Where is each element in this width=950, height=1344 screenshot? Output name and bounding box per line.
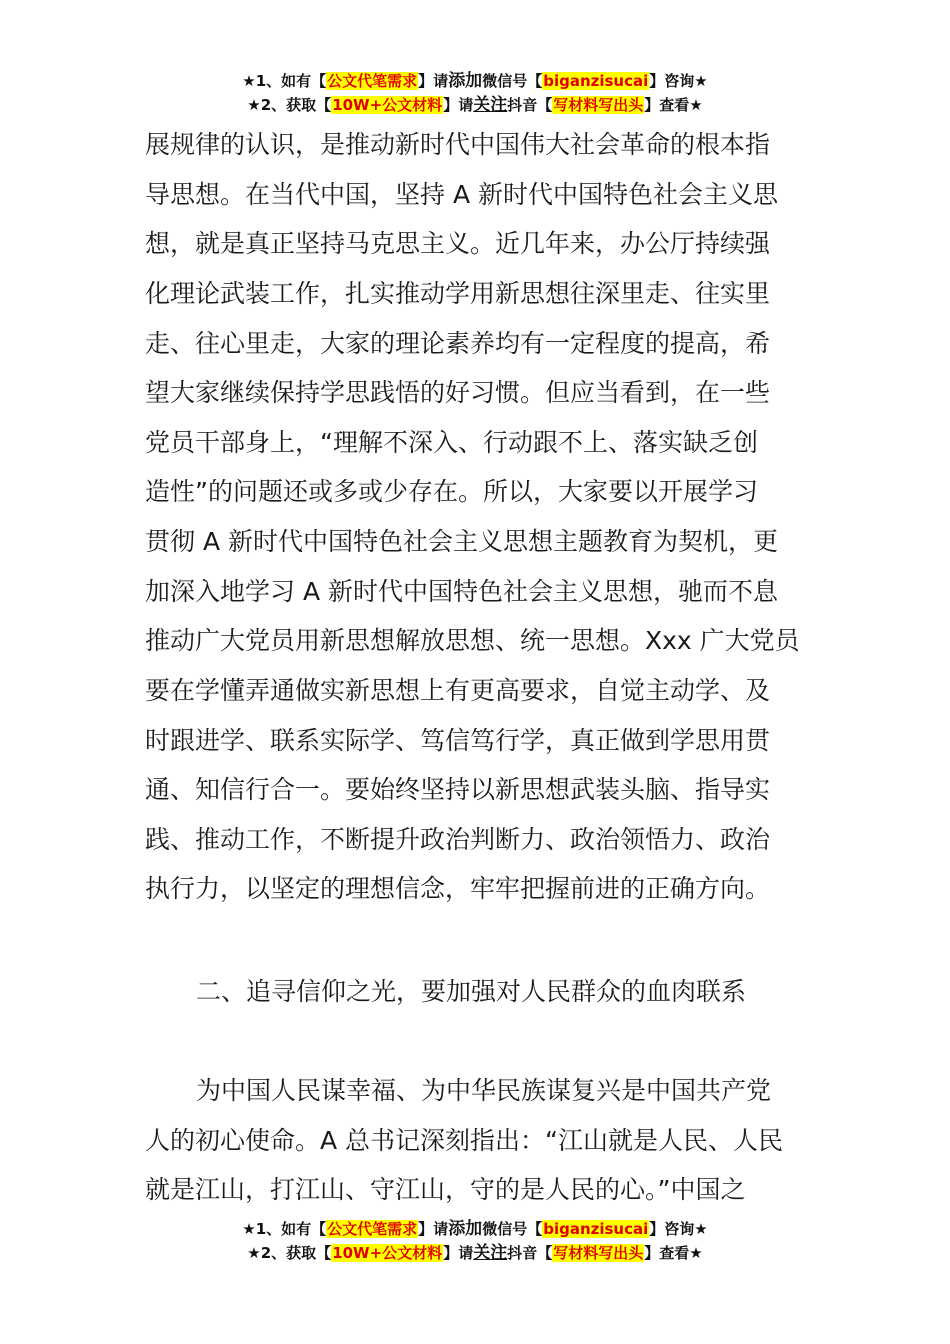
promo-highlight-service: 公文代笔需求 xyxy=(327,72,418,90)
body-line: 展规律的认识，是推动新时代中国伟大社会革命的根本指 xyxy=(145,130,771,159)
body-line: 党员干部身上，“理解不深入、行动跟不上、落实缺乏创 xyxy=(145,428,758,457)
body-line: 人的初心使命。A 总书记深刻指出：“江山就是人民、人民 xyxy=(145,1126,784,1155)
body-line: 为中国人民谋幸福、为中华民族谋复兴是中国共产党 xyxy=(196,1076,772,1105)
promo-banner-bottom xyxy=(0,1218,950,1266)
section-heading: 二、追寻信仰之光，要加强对人民群众的血肉联系 xyxy=(196,977,747,1006)
promo-wechat-id: biganzisucai xyxy=(543,1220,649,1238)
promo-line-1: ★1、如有【公文代笔需求】请添加微信号【biganzisucai】咨询★ xyxy=(242,71,708,91)
body-line: 贯彻 A 新时代中国特色社会主义思想主题教育为契机，更 xyxy=(145,527,778,556)
promo-wechat-id: biganzisucai xyxy=(543,72,649,90)
promo-douyin-id: 写材料写出头 xyxy=(553,1244,644,1262)
promo-highlight-service: 公文代笔需求 xyxy=(327,1220,418,1238)
body-line: 化理论武装工作，扎实推动学用新思想往深里走、往实里 xyxy=(145,279,771,308)
body-line: 执行力，以坚定的理想信念，牢牢把握前进的正确方向。 xyxy=(145,874,771,903)
body-line: 推动广大党员用新思想解放思想、统一思想。Xxx 广大党员 xyxy=(145,626,800,655)
promo-line-2: ★2、获取【10W+公文材料】请关注抖音【写材料写出头】查看★ xyxy=(247,1243,703,1263)
body-line: 导思想。在当代中国，坚持 A 新时代中国特色社会主义思 xyxy=(145,180,778,209)
body-line: 通、知信行合一。要始终坚持以新思想武装头脑、指导实 xyxy=(145,775,771,804)
body-line: 要在学懂弄通做实新思想上有更高要求，自觉主动学、及 xyxy=(145,676,771,705)
promo-line-2: ★2、获取【10W+公文材料】请关注抖音【写材料写出头】查看★ xyxy=(247,95,703,115)
body-line: 望大家继续保持学思践悟的好习惯。但应当看到，在一些 xyxy=(145,378,771,407)
promo-highlight-materials: 10W+公文材料 xyxy=(332,1244,443,1262)
body-line: 加深入地学习 A 新时代中国特色社会主义思想，驰而不息 xyxy=(145,577,778,606)
body-line: 走、往心里走，大家的理论素养均有一定程度的提高，希 xyxy=(145,329,771,358)
body-line: 时跟进学、联系实际学、笃信笃行学，真正做到学思用贯 xyxy=(145,726,771,755)
promo-highlight-materials: 10W+公文材料 xyxy=(332,96,443,114)
promo-douyin-id: 写材料写出头 xyxy=(553,96,644,114)
body-line: 就是江山，打江山、守江山，守的是人民的心。”中国之 xyxy=(145,1175,746,1204)
promo-line-1: ★1、如有【公文代笔需求】请添加微信号【biganzisucai】咨询★ xyxy=(242,1219,708,1239)
body-line: 想，就是真正坚持马克思主义。近几年来，办公厅持续强 xyxy=(145,229,771,258)
body-line: 造性”的问题还或多或少存在。所以，大家要以开展学习 xyxy=(145,477,758,506)
body-line: 践、推动工作，不断提升政治判断力、政治领悟力、政治 xyxy=(145,825,771,854)
promo-banner-top xyxy=(0,70,950,118)
